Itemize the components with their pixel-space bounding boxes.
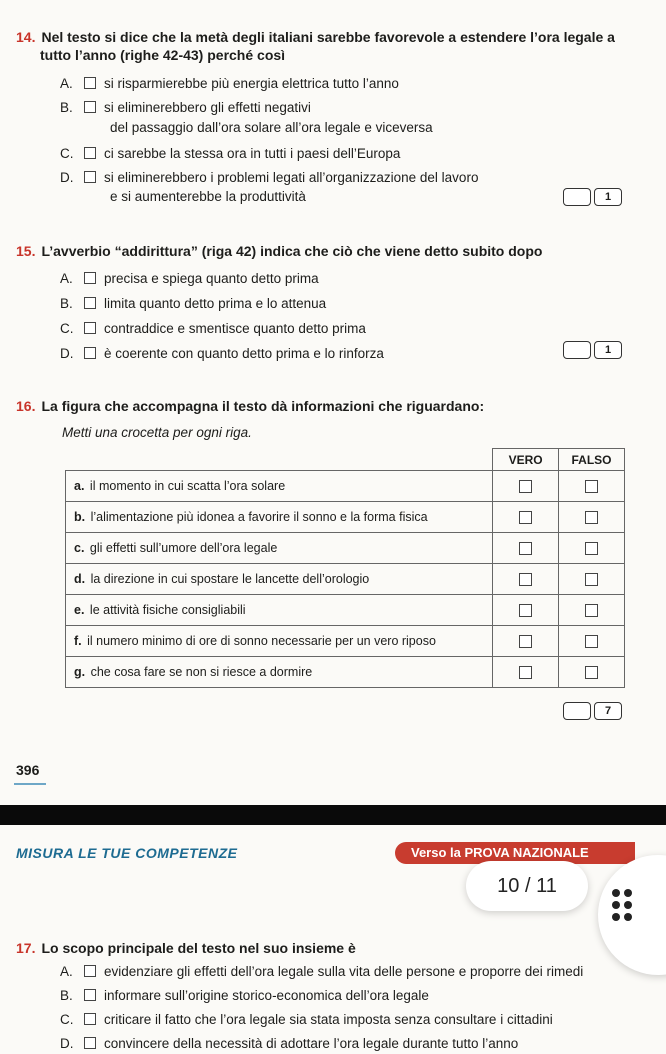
option-text: criticare il fatto che l’ora legale sia stata imposta senza consultare i cittadini — [104, 1012, 553, 1027]
question-number: 16. — [16, 398, 36, 414]
menu-button[interactable] — [598, 855, 666, 975]
instruction: Metti una crocetta per ogni riga. — [62, 425, 252, 440]
more-options-icon[interactable] — [612, 889, 632, 917]
vero-checkbox[interactable] — [519, 511, 532, 524]
page-number-underline — [14, 783, 46, 785]
score-input-box[interactable] — [563, 341, 591, 359]
option-letter: B. — [60, 988, 73, 1003]
vero-checkbox[interactable] — [519, 480, 532, 493]
q17-option-d[interactable] — [60, 1035, 518, 1053]
table-row — [66, 502, 625, 533]
option-letter: A. — [60, 271, 73, 286]
table-row — [66, 595, 625, 626]
option-text: informare sull’origine storico-economica dell’ora legale — [104, 988, 429, 1003]
falso-checkbox[interactable] — [585, 511, 598, 524]
checkbox[interactable] — [84, 1013, 96, 1025]
question-stem: La figura che accompagna il testo dà informazioni che riguardano: — [41, 398, 485, 414]
option-text-continued: del passaggio dall’ora solare all’ora legale e viceversa — [110, 120, 433, 135]
vero-checkbox[interactable] — [519, 542, 532, 555]
question-stem-continued: tutto l’anno (righe 42-43) perché così — [40, 47, 286, 63]
points-value: 1 — [594, 341, 622, 359]
q15-option-b[interactable] — [60, 295, 326, 313]
q15-option-d[interactable] — [60, 345, 384, 363]
option-letter: C. — [60, 1012, 74, 1027]
question-stem: Lo scopo principale del testo nel suo insieme è — [41, 940, 356, 956]
true-false-table — [65, 448, 625, 688]
score-box — [563, 188, 622, 206]
column-header-vero: VERO — [493, 449, 559, 471]
score-input-box[interactable] — [563, 702, 591, 720]
question-stem: L’avverbio “addirittura” (riga 42) indica che ciò che viene detto subito dopo — [41, 243, 543, 259]
checkbox[interactable] — [84, 965, 96, 977]
checkbox[interactable] — [84, 147, 96, 159]
vero-checkbox[interactable] — [519, 666, 532, 679]
score-input-box[interactable] — [563, 188, 591, 206]
q15-option-a[interactable] — [60, 270, 319, 288]
option-text: contraddice e smentisce quanto detto prima — [104, 321, 366, 336]
option-letter: C. — [60, 321, 74, 336]
falso-checkbox[interactable] — [585, 542, 598, 555]
page-number: 396 — [16, 762, 40, 778]
option-text: ci sarebbe la stessa ora in tutti i paesi dell’Europa — [104, 146, 401, 161]
checkbox[interactable] — [84, 171, 96, 183]
option-text: limita quanto detto prima e lo attenua — [104, 296, 327, 311]
points-value: 7 — [594, 702, 622, 720]
option-letter: D. — [60, 170, 74, 185]
checkbox[interactable] — [84, 101, 96, 113]
question-17 — [16, 939, 636, 957]
header-spacer — [66, 449, 493, 471]
question-stem: Nel testo si dice che la metà degli italiani sarebbe favorevole a estendere l’ora legale a — [41, 29, 615, 45]
option-letter: C. — [60, 146, 74, 161]
falso-checkbox[interactable] — [585, 604, 598, 617]
section-title: MISURA LE TUE COMPETENZE — [16, 845, 238, 861]
question-number: 14. — [16, 29, 36, 45]
row-label: a. il momento in cui scatta l’ora solare — [66, 471, 493, 502]
checkbox[interactable] — [84, 272, 96, 284]
checkbox[interactable] — [84, 347, 96, 359]
question-number: 17. — [16, 940, 36, 956]
checkbox[interactable] — [84, 322, 96, 334]
checkbox[interactable] — [84, 989, 96, 1001]
row-label: g. che cosa fare se non si riesce a dormire — [66, 657, 493, 688]
vero-checkbox[interactable] — [519, 635, 532, 648]
table-row — [66, 533, 625, 564]
question-16 — [16, 397, 636, 415]
option-letter: B. — [60, 296, 73, 311]
question-number: 15. — [16, 243, 36, 259]
option-text: evidenziare gli effetti dell’ora legale sulla vita delle persone e proporre dei rimedi — [104, 964, 584, 979]
falso-checkbox[interactable] — [585, 666, 598, 679]
table-row — [66, 471, 625, 502]
q14-option-d[interactable] — [60, 169, 478, 187]
option-letter: D. — [60, 346, 74, 361]
checkbox[interactable] — [84, 1037, 96, 1049]
points-value: 1 — [594, 188, 622, 206]
option-text: è coerente con quanto detto prima e lo rinforza — [104, 346, 384, 361]
q17-option-c[interactable] — [60, 1011, 553, 1029]
textbook-page-next — [0, 825, 666, 1054]
table-row — [66, 657, 625, 688]
q14-option-b[interactable] — [60, 99, 311, 117]
row-label: c. gli effetti sull’umore dell’ora legale — [66, 533, 493, 564]
row-label: d. la direzione in cui spostare le lancette dell’orologio — [66, 564, 493, 595]
option-letter: B. — [60, 100, 73, 115]
q15-option-c[interactable] — [60, 320, 366, 338]
row-label: b. l’alimentazione più idonea a favorire il sonno e la forma fisica — [66, 502, 493, 533]
option-text: si eliminerebbero gli effetti negativi — [104, 100, 311, 115]
q17-option-a[interactable] — [60, 963, 583, 981]
table-row — [66, 626, 625, 657]
question-14 — [16, 28, 636, 64]
column-header-falso: FALSO — [559, 449, 625, 471]
question-15 — [16, 242, 636, 260]
option-text: si risparmierebbe più energia elettrica tutto l’anno — [104, 76, 399, 91]
page-indicator: 10 / 11 — [466, 861, 588, 911]
q14-option-c[interactable] — [60, 145, 400, 163]
q17-option-b[interactable] — [60, 987, 429, 1005]
score-box — [563, 341, 622, 359]
checkbox[interactable] — [84, 297, 96, 309]
row-label: e. le attività fisiche consigliabili — [66, 595, 493, 626]
option-text: convincere della necessità di adottare l’ora legale durante tutto l’anno — [104, 1036, 519, 1051]
vero-checkbox[interactable] — [519, 604, 532, 617]
option-letter: D. — [60, 1036, 74, 1051]
option-text: precisa e spiega quanto detto prima — [104, 271, 319, 286]
option-text-continued: e si aumenterebbe la produttività — [110, 189, 306, 204]
falso-checkbox[interactable] — [585, 573, 598, 586]
table-row — [66, 564, 625, 595]
option-text: si eliminerebbero i problemi legati all’organizzazione del lavoro — [104, 170, 479, 185]
option-letter: A. — [60, 76, 73, 91]
vero-checkbox[interactable] — [519, 573, 532, 586]
falso-checkbox[interactable] — [585, 635, 598, 648]
row-label: f. il numero minimo di ore di sonno necessarie per un vero riposo — [66, 626, 493, 657]
verso-banner: Verso la PROVA NAZIONALE — [395, 842, 635, 864]
falso-checkbox[interactable] — [585, 480, 598, 493]
score-box — [563, 702, 622, 720]
checkbox[interactable] — [84, 77, 96, 89]
page-separator — [0, 805, 666, 825]
option-letter: A. — [60, 964, 73, 979]
q14-option-a[interactable] — [60, 75, 399, 93]
